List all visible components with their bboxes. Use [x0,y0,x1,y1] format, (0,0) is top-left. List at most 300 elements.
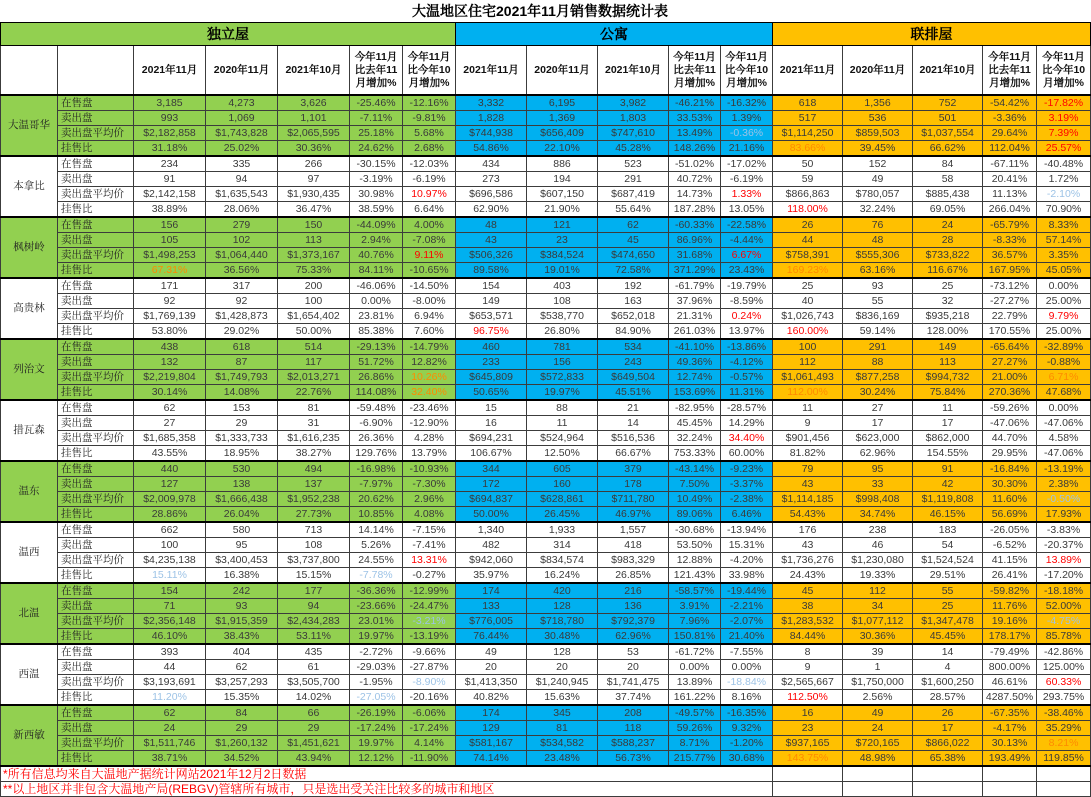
data-cell: 440 [134,461,206,477]
data-cell: 24.43% [773,568,843,584]
data-cell: 29 [206,416,278,431]
metric-label: 在售盘 [58,644,134,660]
data-cell: $862,000 [913,431,983,446]
data-cell: $866,022 [913,736,983,751]
data-cell: 91 [913,461,983,477]
data-cell: -25.46% [350,95,403,111]
data-cell: 1,069 [206,111,278,126]
column-header-g0-4: 今年11月比今年10月增加% [403,46,456,96]
data-cell: -16.84% [983,461,1037,477]
data-cell: $4,235,138 [134,553,206,568]
data-cell: 30.68% [721,751,773,767]
data-cell: 106.67% [456,446,527,462]
metric-label: 挂售比 [58,751,134,767]
column-header-g2-3: 今年11月比去年11月增加% [983,46,1037,96]
region-name: 北温 [1,583,58,644]
data-cell: 3,185 [134,95,206,111]
data-cell: $652,018 [598,309,669,324]
data-cell: -7.55% [721,644,773,660]
data-cell: 618 [206,339,278,355]
data-cell: 19.01% [527,263,598,279]
data-cell: 0.00% [350,294,403,309]
data-cell: 46.15% [913,507,983,523]
data-cell: 16 [773,705,843,721]
data-cell: 15.11% [134,568,206,584]
data-cell: 33.53% [669,111,721,126]
data-cell: 95 [206,538,278,553]
data-cell: 47.68% [1037,385,1091,401]
data-cell: -12.16% [403,95,456,111]
data-cell: 38.59% [350,202,403,218]
data-cell: 150.81% [669,629,721,645]
data-cell: -7.15% [403,522,456,538]
data-cell: 83.66% [773,141,843,157]
data-cell: -36.36% [350,583,403,599]
data-cell: 29.02% [206,324,278,340]
data-cell: 170.55% [983,324,1037,340]
data-cell: $935,218 [913,309,983,324]
column-header-g2-2: 2021年10月 [913,46,983,96]
data-cell: -41.10% [669,339,721,355]
data-cell: 14 [598,416,669,431]
data-cell: $1,413,350 [456,675,527,690]
data-cell: 7.39% [1037,126,1091,141]
data-cell: 404 [206,644,278,660]
data-cell: $1,498,253 [134,248,206,263]
data-cell: 6.64% [403,202,456,218]
data-cell: 105 [134,233,206,248]
data-cell: 30.24% [843,385,913,401]
data-cell: 32.24% [843,202,913,218]
data-cell: 25.57% [1037,141,1091,157]
data-cell: 21.90% [527,202,598,218]
data-cell: 89.58% [456,263,527,279]
data-cell: 238 [843,522,913,538]
data-cell: 75.33% [278,263,350,279]
data-cell: -0.50% [1037,492,1091,507]
group-header-detached: 独立屋 [1,23,456,46]
data-cell: -4.75% [1037,614,1091,629]
data-cell: $983,329 [598,553,669,568]
data-cell: $2,009,978 [134,492,206,507]
data-cell: 34.40% [721,431,773,446]
data-cell: $1,654,402 [278,309,350,324]
data-cell: 62 [206,660,278,675]
data-cell: 10.85% [350,507,403,523]
data-cell: -26.05% [983,522,1037,538]
data-cell: 54.43% [773,507,843,523]
data-cell: -30.15% [350,156,403,172]
data-cell: 138 [206,477,278,492]
data-cell: 13.89% [1037,553,1091,568]
data-cell: 12.82% [403,355,456,370]
data-cell: 152 [843,156,913,172]
data-cell: -2.38% [721,492,773,507]
data-cell: 32.40% [403,385,456,401]
data-cell: 1,340 [456,522,527,538]
data-cell: 50.65% [456,385,527,401]
data-cell: $937,165 [773,736,843,751]
data-cell: 215.77% [669,751,721,767]
data-cell: 20 [598,660,669,675]
data-cell: 29.51% [913,568,983,584]
data-cell: -18.84% [721,675,773,690]
data-cell: 10.97% [403,187,456,202]
data-cell: 65.38% [913,751,983,767]
data-cell: 32 [913,294,983,309]
data-cell: 1,828 [456,111,527,126]
data-cell: $901,456 [773,431,843,446]
data-cell: 438 [134,339,206,355]
data-cell: $645,809 [456,370,527,385]
data-cell: 43.94% [278,751,350,767]
column-header-g1-4: 今年11月比今年10月增加% [721,46,773,96]
data-cell: 49 [843,705,913,721]
data-cell: $2,434,283 [278,614,350,629]
group-header-apartment: 公寓 [456,23,773,46]
data-cell: 216 [598,583,669,599]
data-cell: 12.50% [527,446,598,462]
data-cell: 67.31% [134,263,206,279]
data-cell: 81.82% [773,446,843,462]
data-cell: -16.35% [721,705,773,721]
metric-label: 卖出盘平均价 [58,675,134,690]
data-cell: 183 [913,522,983,538]
data-cell: 30.48% [527,629,598,645]
metric-label: 在售盘 [58,95,134,111]
data-cell: $1,524,524 [913,553,983,568]
data-cell: 26.85% [598,568,669,584]
data-cell: 37.96% [669,294,721,309]
data-cell: 30.14% [134,385,206,401]
data-cell: 161.22% [669,690,721,706]
data-cell: 1,803 [598,111,669,126]
data-cell: 94 [206,172,278,187]
data-cell: 435 [278,644,350,660]
data-cell: $3,400,453 [206,553,278,568]
data-cell: 6,195 [527,95,598,111]
data-cell: $1,064,440 [206,248,278,263]
data-cell: $720,165 [843,736,913,751]
data-cell: 132 [134,355,206,370]
data-cell: -18.18% [1037,583,1091,599]
metric-label: 挂售比 [58,202,134,218]
data-cell: 169.23% [773,263,843,279]
data-cell: 393 [134,644,206,660]
data-cell: 176 [773,522,843,538]
data-cell: -9.23% [721,461,773,477]
data-cell: 56.73% [598,751,669,767]
data-cell: -29.13% [350,339,403,355]
data-cell: $628,861 [527,492,598,507]
data-cell: $1,750,000 [843,675,913,690]
data-cell: 167.95% [983,263,1037,279]
data-cell: $1,749,793 [206,370,278,385]
data-cell: 7.96% [669,614,721,629]
data-cell: 38.27% [278,446,350,462]
data-cell: 150 [278,217,350,233]
data-cell: -7.97% [350,477,403,492]
data-cell: 15.15% [278,568,350,584]
data-cell: 56.69% [983,507,1037,523]
data-cell: 92 [206,294,278,309]
metric-label: 卖出盘平均价 [58,126,134,141]
data-cell: 4 [913,660,983,675]
data-cell: $696,586 [456,187,527,202]
data-cell: 21.40% [721,629,773,645]
data-cell: $1,600,250 [913,675,983,690]
data-cell: 53.11% [278,629,350,645]
data-cell: 153 [206,400,278,416]
data-cell: -58.57% [669,583,721,599]
data-cell: 113 [913,355,983,370]
data-cell: 40.76% [350,248,403,263]
data-cell: 112 [773,355,843,370]
data-cell: 291 [598,172,669,187]
data-cell: 13.79% [403,446,456,462]
data-cell: 11 [527,416,598,431]
data-cell: 62.90% [456,202,527,218]
metric-label: 在售盘 [58,461,134,477]
footnote-empty-cell [773,782,843,797]
data-cell: 344 [456,461,527,477]
data-cell: 22.76% [278,385,350,401]
data-cell: 148.26% [669,141,721,157]
data-cell: 136 [598,599,669,614]
data-cell: $1,743,828 [206,126,278,141]
data-cell: $656,409 [527,126,598,141]
data-cell: 26.41% [983,568,1037,584]
data-cell: 125.00% [1037,660,1091,675]
data-cell: -47.06% [983,416,1037,431]
data-cell: 20.41% [983,172,1037,187]
data-cell: $649,504 [598,370,669,385]
data-cell: 10.49% [669,492,721,507]
sales-statistics-table [0,22,1091,797]
data-cell: -12.99% [403,583,456,599]
data-cell: 20.62% [350,492,403,507]
data-cell: $555,306 [843,248,913,263]
data-cell: 128 [527,599,598,614]
data-cell: 26.04% [206,507,278,523]
data-cell: 143.75% [773,751,843,767]
data-cell: -7.41% [403,538,456,553]
data-cell: 43 [773,538,843,553]
data-cell: 193.49% [983,751,1037,767]
data-cell: 317 [206,278,278,294]
data-cell: 15.35% [206,690,278,706]
data-cell: 14.14% [350,522,403,538]
footnote-empty-cell [913,782,983,797]
data-cell: 279 [206,217,278,233]
data-cell: 530 [206,461,278,477]
data-cell: $758,391 [773,248,843,263]
data-cell: -23.66% [350,599,403,614]
footnote-empty-cell [843,766,913,782]
data-cell: $474,650 [598,248,669,263]
data-cell: $1,333,733 [206,431,278,446]
metric-label: 在售盘 [58,278,134,294]
data-cell: $1,736,276 [773,553,843,568]
data-cell: 117 [278,355,350,370]
data-cell: -28.57% [721,400,773,416]
metric-label: 卖出盘 [58,294,134,309]
data-cell: 514 [278,339,350,355]
data-cell: 3,332 [456,95,527,111]
page-title: 大温地区住宅2021年11月销售数据统计表 [412,3,668,19]
data-cell: 121.43% [669,568,721,584]
data-cell: $1,026,743 [773,309,843,324]
data-cell: 17.93% [1037,507,1091,523]
data-cell: 84 [206,705,278,721]
data-cell: 11.20% [134,690,206,706]
data-cell: -2.72% [350,644,403,660]
data-cell: 38.43% [206,629,278,645]
data-cell: 45.51% [598,385,669,401]
data-cell: -17.24% [403,721,456,736]
data-cell: 4.58% [1037,431,1091,446]
data-cell: 114.08% [350,385,403,401]
data-cell: -8.59% [721,294,773,309]
data-cell: 30.36% [278,141,350,157]
metric-label: 在售盘 [58,705,134,721]
data-cell: 118.00% [773,202,843,218]
data-cell: 128 [527,644,598,660]
data-cell: 192 [598,278,669,294]
data-cell: 57.14% [1037,233,1091,248]
data-cell: -2.07% [721,614,773,629]
data-cell: 94 [278,599,350,614]
data-cell: 24.55% [350,553,403,568]
data-cell: -30.68% [669,522,721,538]
data-cell: 112.50% [773,690,843,706]
data-cell: 9 [773,416,843,431]
data-cell: $1,077,112 [843,614,913,629]
data-cell: 501 [913,111,983,126]
data-cell: -59.48% [350,400,403,416]
data-cell: 53.50% [669,538,721,553]
data-cell: 17 [913,416,983,431]
metric-label: 挂售比 [58,324,134,340]
metric-label: 挂售比 [58,263,134,279]
data-cell: 112.00% [773,385,843,401]
data-cell: $747,610 [598,126,669,141]
column-header-g1-2: 2021年10月 [598,46,669,96]
data-cell: 23.48% [527,751,598,767]
data-cell: -10.93% [403,461,456,477]
data-cell: -27.87% [403,660,456,675]
data-cell: 137 [278,477,350,492]
region-name: 西温 [1,644,58,705]
data-cell: 25.18% [350,126,403,141]
data-cell: 30.36% [843,629,913,645]
data-cell: 14.08% [206,385,278,401]
data-cell: 6.71% [1037,370,1091,385]
data-cell: 26.45% [527,507,598,523]
data-cell: -44.09% [350,217,403,233]
data-cell: 154 [456,278,527,294]
data-cell: 116.67% [913,263,983,279]
data-cell: 4.08% [403,507,456,523]
data-cell: 993 [134,111,206,126]
data-cell: 156 [527,355,598,370]
data-cell: 51.72% [350,355,403,370]
data-cell: 100 [134,538,206,553]
data-cell: $1,666,438 [206,492,278,507]
data-cell: 379 [598,461,669,477]
data-cell: -24.47% [403,599,456,614]
data-cell: 31 [278,416,350,431]
data-cell: -3.19% [350,172,403,187]
data-cell: 108 [278,538,350,553]
data-cell: -54.42% [983,95,1037,111]
data-cell: -3.36% [983,111,1037,126]
data-cell: 23 [773,721,843,736]
data-cell: 20 [527,660,598,675]
region-name: 新西敏 [1,705,58,766]
data-cell: $2,065,595 [278,126,350,141]
metric-label: 卖出盘平均价 [58,614,134,629]
data-cell: 174 [456,583,527,599]
data-cell: 494 [278,461,350,477]
data-cell: 24.62% [350,141,403,157]
data-cell: 88 [527,400,598,416]
data-cell: 160.00% [773,324,843,340]
data-cell: $1,741,475 [598,675,669,690]
metric-label: 卖出盘平均价 [58,492,134,507]
column-header-g0-1: 2020年11月 [206,46,278,96]
data-cell: 11.13% [983,187,1037,202]
data-cell: 4287.50% [983,690,1037,706]
data-cell: 13.89% [669,675,721,690]
data-cell: $780,057 [843,187,913,202]
data-cell: 81 [527,721,598,736]
data-cell: 44 [773,233,843,248]
data-cell: 62.96% [843,446,913,462]
data-cell: 38.71% [134,751,206,767]
data-cell: 243 [598,355,669,370]
data-cell: 25 [913,278,983,294]
data-cell: -6.19% [403,172,456,187]
data-cell: -20.16% [403,690,456,706]
data-cell: -8.00% [403,294,456,309]
data-cell: 128.00% [913,324,983,340]
data-cell: 28.57% [913,690,983,706]
data-cell: 24 [134,721,206,736]
data-cell: $733,822 [913,248,983,263]
data-cell: 112.04% [983,141,1037,157]
data-cell: 39.45% [843,141,913,157]
data-cell: 1 [843,660,913,675]
data-cell: 45.28% [598,141,669,157]
data-cell: 30.98% [350,187,403,202]
data-cell: 25 [773,278,843,294]
region-name: 大温哥华 [1,95,58,156]
data-cell: 20 [456,660,527,675]
data-cell: -19.44% [721,583,773,599]
footnote-empty-cell [983,782,1037,797]
data-cell: 31.68% [669,248,721,263]
data-cell: $994,732 [913,370,983,385]
data-cell: 19.97% [350,736,403,751]
data-cell: 460 [456,339,527,355]
data-cell: -2.10% [1037,187,1091,202]
column-header-g1-1: 2020年11月 [527,46,598,96]
data-cell: 55.64% [598,202,669,218]
data-cell: 293.75% [1037,690,1091,706]
metric-label: 挂售比 [58,141,134,157]
data-cell: $2,182,858 [134,126,206,141]
